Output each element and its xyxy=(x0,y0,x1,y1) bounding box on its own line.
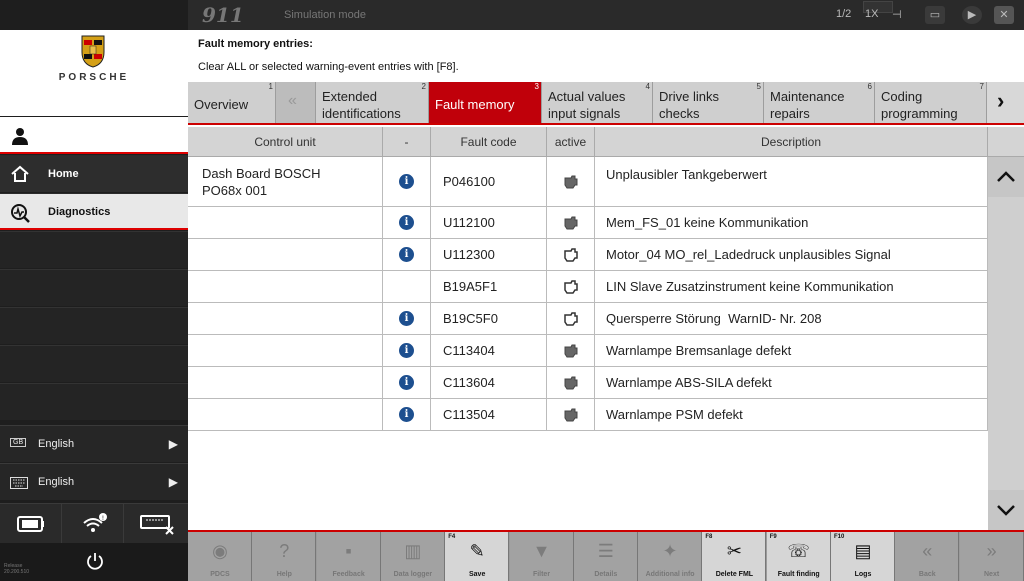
logs-button[interactable] xyxy=(831,532,895,581)
delete-fml-button[interactable] xyxy=(702,532,766,581)
chevron-double-left-icon: « xyxy=(288,92,297,109)
engine-warning-icon xyxy=(562,375,580,391)
tab-number: 2 xyxy=(421,82,426,91)
info-cell xyxy=(383,399,431,430)
play-icon[interactable]: ▶ xyxy=(962,6,982,24)
tool-label: Save xyxy=(469,571,486,578)
column-header[interactable]: active xyxy=(547,127,595,157)
active-cell xyxy=(547,367,595,398)
additional-info-icon: ✦ xyxy=(662,541,678,561)
fault-code-cell: U112300 xyxy=(431,239,547,270)
tab-label: Drive links checks xyxy=(659,89,719,121)
info-icon[interactable]: i xyxy=(399,215,414,230)
language-label: English xyxy=(38,438,75,450)
tool-label: Next xyxy=(984,571,1000,578)
home-icon xyxy=(10,165,30,183)
filter-icon: ▼ xyxy=(532,541,551,561)
engine-warning-icon xyxy=(562,174,580,190)
info-icon[interactable]: i xyxy=(399,311,414,326)
delete-fml-icon: ✂ xyxy=(726,541,742,561)
column-header[interactable]: - xyxy=(383,127,431,157)
tab-label: Overview xyxy=(194,97,249,112)
next-button[interactable] xyxy=(960,532,1024,581)
flag-gb-icon: GB xyxy=(10,438,26,447)
fault-code-cell: C113404 xyxy=(431,335,547,366)
additional-info-button[interactable] xyxy=(638,532,702,581)
mode-label: Simulation mode xyxy=(284,9,366,21)
tool-label: Back xyxy=(918,571,936,578)
sidebar-empty-slot xyxy=(0,345,188,382)
column-header[interactable]: Control unit xyxy=(188,127,383,157)
sidebar-empty-slot xyxy=(0,307,188,344)
engine-warning-icon xyxy=(562,215,580,231)
table-row[interactable] xyxy=(188,157,988,207)
close-icon[interactable]: ✕ xyxy=(994,6,1014,24)
user-button[interactable] xyxy=(0,117,188,154)
chevron-right-icon: ▶ xyxy=(168,475,178,489)
tab-extended-identifications[interactable] xyxy=(316,82,429,123)
tab-scroll-forward[interactable] xyxy=(987,82,1024,123)
next-icon: » xyxy=(986,541,997,561)
table-row[interactable] xyxy=(188,271,988,303)
engine-warning-icon xyxy=(562,311,580,327)
status-bar xyxy=(0,503,188,543)
language-label: English xyxy=(38,476,75,488)
engine-warning-icon xyxy=(562,279,580,295)
info-cell xyxy=(383,271,431,302)
info-cell xyxy=(383,303,431,334)
battery-icon xyxy=(17,516,45,532)
details-icon: ☰ xyxy=(597,541,614,561)
vehicle-model: 911 xyxy=(202,3,244,27)
fault-code-cell: C113504 xyxy=(431,399,547,430)
tab-number: 1 xyxy=(268,82,273,91)
tab-overview[interactable] xyxy=(188,82,276,123)
scroll-down-button[interactable] xyxy=(988,490,1024,530)
sidebar-item-diagnostics[interactable] xyxy=(0,193,188,230)
tool-label: Additional info xyxy=(645,571,695,578)
details-button[interactable] xyxy=(574,532,638,581)
pdcs-icon: ◉ xyxy=(212,541,228,561)
description-cell: Quersperre Störung WarnID- Nr. 208 xyxy=(595,303,988,334)
power-row xyxy=(0,543,188,581)
porsche-crest-icon xyxy=(80,34,106,68)
title-bar xyxy=(188,0,1024,30)
save-icon: ✎ xyxy=(469,541,485,561)
tab-maintenance[interactable] xyxy=(764,82,875,123)
chevron-down-icon xyxy=(996,504,1016,516)
active-cell xyxy=(547,303,595,334)
pin-icon[interactable]: ⊣ xyxy=(892,9,902,21)
feedback-icon: ▪ xyxy=(345,541,352,561)
back-button[interactable] xyxy=(895,532,959,581)
column-header[interactable]: Fault code xyxy=(431,127,547,157)
function-key-label: F9 xyxy=(769,534,777,540)
scroll-up-button[interactable] xyxy=(988,157,1024,197)
description-cell: Unplausibler Tankgeberwert xyxy=(595,157,988,206)
tool-label: Feedback xyxy=(332,571,365,578)
info-icon[interactable]: i xyxy=(399,174,414,189)
control-unit-cell xyxy=(188,207,383,238)
engine-warning-icon xyxy=(562,247,580,263)
data-logger-button[interactable] xyxy=(381,532,445,581)
tab-scroll-back[interactable] xyxy=(276,82,316,123)
vci-disconnected-icon xyxy=(140,513,176,535)
table-scrollbar[interactable] xyxy=(988,157,1024,530)
tool-label: Delete FML xyxy=(715,571,754,578)
tab-number: 6 xyxy=(867,82,872,91)
sidebar-empty-slot xyxy=(0,269,188,306)
control-unit-cell xyxy=(188,399,383,430)
info-header xyxy=(188,30,1024,82)
sidebar-item-label: Diagnostics xyxy=(48,206,111,218)
fault-code-cell: U112100 xyxy=(431,207,547,238)
table-row[interactable] xyxy=(188,207,988,239)
sidebar-empty-slot xyxy=(0,383,188,420)
tab-number: 5 xyxy=(756,82,761,91)
zoom-level[interactable]: 1X xyxy=(865,8,879,20)
active-cell xyxy=(547,335,595,366)
bottom-toolbar xyxy=(188,530,1024,581)
tab-label: Fault memory xyxy=(435,97,515,112)
active-cell xyxy=(547,271,595,302)
porsche-logo xyxy=(0,30,188,116)
instruction-text: Clear ALL or selected warning-event entries with [F8]. xyxy=(198,61,459,73)
page-indicator: 1/2 xyxy=(836,8,852,20)
info-cell xyxy=(383,207,431,238)
description-cell: Warnlampe Bremsanlage defekt xyxy=(595,335,988,366)
svg-text:!: ! xyxy=(101,515,105,522)
wifi-icon xyxy=(82,512,108,534)
control-unit-cell xyxy=(188,239,383,270)
user-icon xyxy=(10,126,30,146)
tab-number: 3 xyxy=(534,82,539,91)
tool-label: Filter xyxy=(532,571,551,578)
description-cell: Motor_04 MO_rel_Ladedruck unplausibles Signal xyxy=(595,239,988,270)
tab-label: Actual values input signals xyxy=(548,89,626,121)
info-cell xyxy=(383,157,431,206)
control-unit-cell xyxy=(188,303,383,334)
fault-code-cell: C113604 xyxy=(431,367,547,398)
filter-button[interactable] xyxy=(510,532,574,581)
tab-actual-values[interactable] xyxy=(542,82,653,123)
wifi-status[interactable] xyxy=(62,504,124,544)
active-cell xyxy=(547,399,595,430)
table-header xyxy=(188,127,1024,157)
info-cell xyxy=(383,335,431,366)
tab-number: 4 xyxy=(645,82,650,91)
function-key-label: F4 xyxy=(448,534,456,540)
power-icon[interactable] xyxy=(86,552,104,570)
engine-warning-icon xyxy=(562,407,580,423)
table-row[interactable] xyxy=(188,335,988,367)
info-icon[interactable]: i xyxy=(399,343,414,358)
function-key-label: F10 xyxy=(834,534,845,540)
table-row[interactable] xyxy=(188,239,988,271)
info-cell xyxy=(383,239,431,270)
tool-label: Fault finding xyxy=(777,571,820,578)
diagnostics-icon xyxy=(10,203,30,223)
fault-code-cell: B19A5F1 xyxy=(431,271,547,302)
data-logger-icon: ▥ xyxy=(404,541,422,561)
description-cell: LIN Slave Zusatzinstrument keine Kommunikation xyxy=(595,271,988,302)
language-selector-keyboard[interactable] xyxy=(0,463,188,500)
control-unit-cell xyxy=(188,335,383,366)
keyboard-icon xyxy=(10,477,28,489)
engine-warning-icon xyxy=(562,343,580,359)
tool-label: Help xyxy=(276,571,292,578)
help-button[interactable] xyxy=(252,532,316,581)
vci-status[interactable] xyxy=(124,504,188,544)
active-cell xyxy=(547,157,595,206)
chevron-right-icon: › xyxy=(997,88,1005,113)
fault-finding-button[interactable] xyxy=(767,532,831,581)
chevron-right-icon: ▶ xyxy=(168,437,178,451)
sidebar-item-home[interactable] xyxy=(0,155,188,192)
tab-label: Extended identifications xyxy=(322,89,401,121)
sidebar xyxy=(0,0,188,581)
control-unit-cell: Dash Board BOSCH PO68x 001 xyxy=(188,157,383,206)
control-unit-cell xyxy=(188,271,383,302)
table-row[interactable] xyxy=(188,303,988,335)
tool-label: PDCS xyxy=(210,571,230,578)
feedback-button[interactable] xyxy=(317,532,381,581)
control-unit-cell xyxy=(188,367,383,398)
page-title: Fault memory entries: xyxy=(198,38,313,50)
language-selector-primary[interactable] xyxy=(0,425,188,462)
logs-icon: ▤ xyxy=(854,541,872,561)
table-row[interactable] xyxy=(188,367,988,399)
tab-label: Maintenance repairs xyxy=(770,89,845,121)
fault-code-cell: B19C5F0 xyxy=(431,303,547,334)
tab-number: 7 xyxy=(979,82,984,91)
tool-label: Logs xyxy=(854,571,872,578)
function-key-label: F8 xyxy=(705,534,713,540)
active-cell xyxy=(547,207,595,238)
description-cell: Warnlampe PSM defekt xyxy=(595,399,988,430)
fault-finding-icon: ☏ xyxy=(787,541,810,561)
back-icon: « xyxy=(922,541,933,561)
column-header[interactable]: Description xyxy=(595,127,988,157)
info-icon[interactable]: i xyxy=(399,407,414,422)
remote-icon[interactable]: ▭ xyxy=(925,6,945,24)
table-row[interactable] xyxy=(188,399,988,431)
main-panel xyxy=(188,30,1024,530)
battery-status[interactable] xyxy=(0,504,62,544)
tab-coding[interactable] xyxy=(875,82,987,123)
brand-wordmark: PORSCHE xyxy=(58,72,130,83)
chevron-up-icon xyxy=(996,171,1016,183)
help-icon: ? xyxy=(279,541,290,561)
tool-label: Data logger xyxy=(393,571,433,578)
description-cell: Warnlampe ABS-SILA defekt xyxy=(595,367,988,398)
tab-fault-memory[interactable] xyxy=(429,82,542,123)
tab-drive-links[interactable] xyxy=(653,82,764,123)
tool-label: Details xyxy=(594,571,618,578)
pdcs-button[interactable] xyxy=(188,532,252,581)
active-cell xyxy=(547,239,595,270)
tab-label: Coding programming xyxy=(881,89,958,121)
fault-code-cell: P046100 xyxy=(431,157,547,206)
description-cell: Mem_FS_01 keine Kommunikation xyxy=(595,207,988,238)
version-info: Release 20.200.510 xyxy=(4,563,30,575)
info-cell xyxy=(383,367,431,398)
save-button[interactable] xyxy=(445,532,509,581)
sidebar-empty-slot xyxy=(0,231,188,268)
tab-bar xyxy=(188,82,1024,125)
info-icon[interactable]: i xyxy=(399,247,414,262)
sidebar-item-label: Home xyxy=(48,168,79,180)
info-icon[interactable]: i xyxy=(399,375,414,390)
